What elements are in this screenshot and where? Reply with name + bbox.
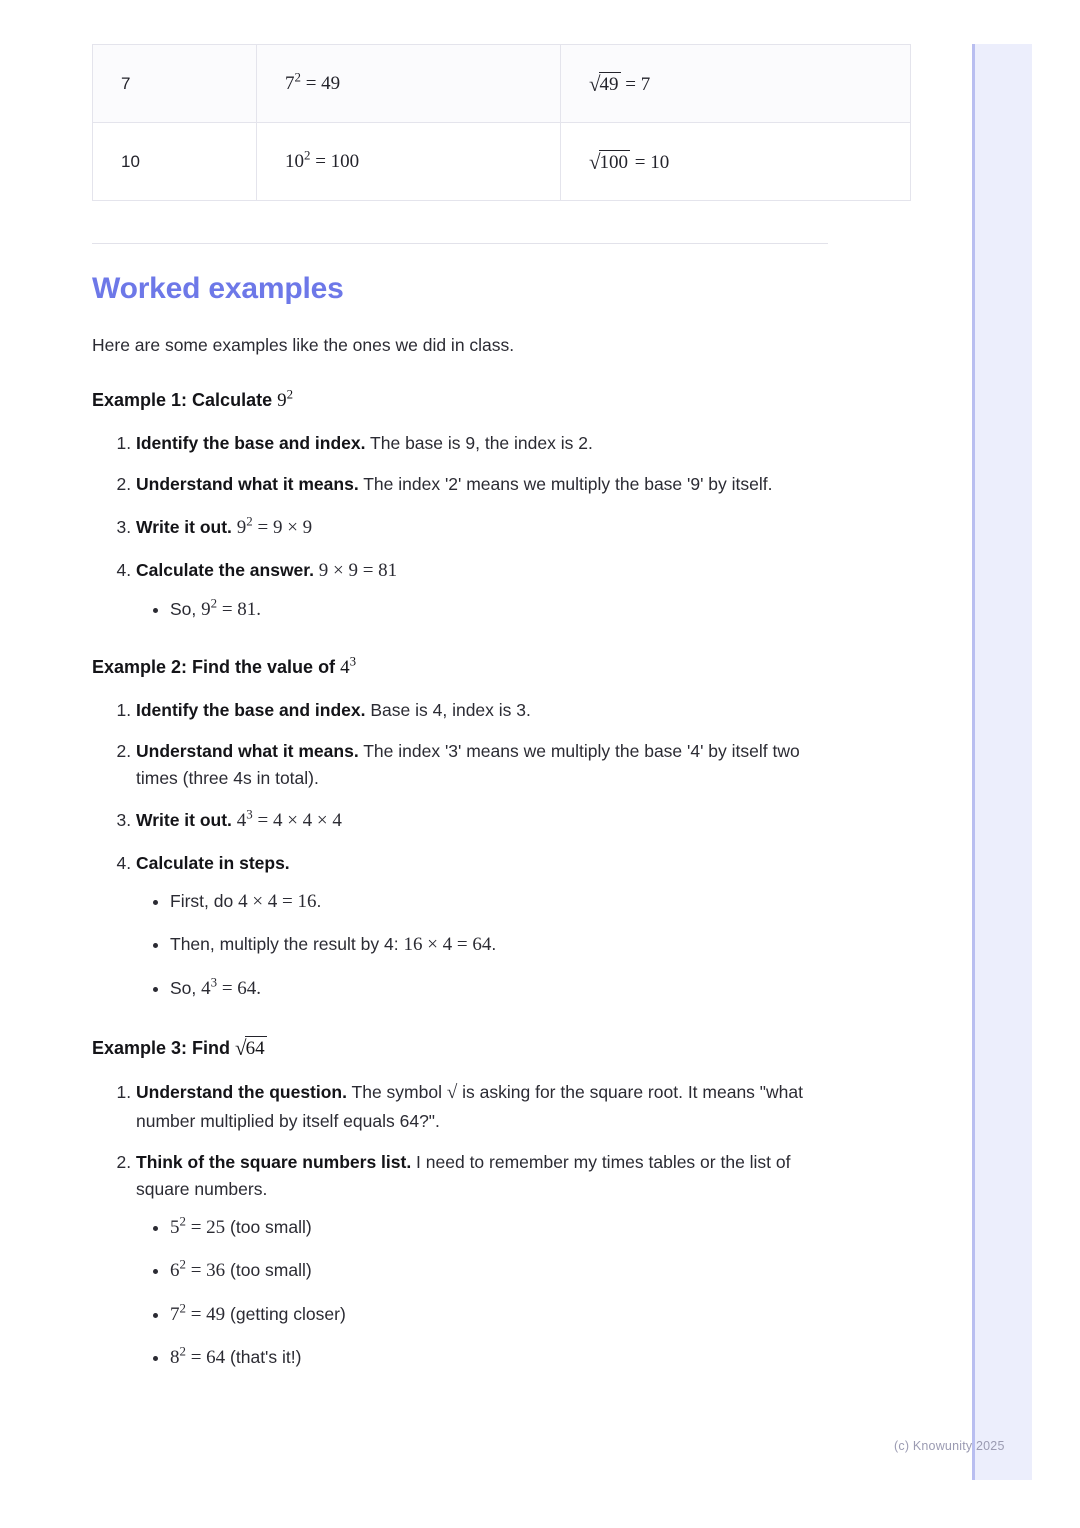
- list-item: • First, do 4 × 4 = 16.: [170, 887, 828, 916]
- math-expression: [235, 1038, 267, 1059]
- cell-number: 7: [93, 45, 257, 123]
- example-2-substeps: [136, 887, 828, 1003]
- math-expression: $4^3 = 64$.: [201, 974, 262, 999]
- list-item: • $5^2 = 25$ (too small): [170, 1213, 828, 1242]
- example-2-heading: Example 2: Find the value of $4^3$: [92, 653, 357, 678]
- math-expression: 9 × 9 = 81: [314, 559, 398, 581]
- list-item: 1. Identify the base and index. The base is 9, the index is 2.: [136, 430, 828, 457]
- math-expression: $9^2$: [277, 386, 294, 412]
- list-item: 4. Calculate the answer. 9 × 9 = 81 • So, $9^2 = 81$.: [136, 556, 828, 625]
- cell-number: 10: [93, 123, 257, 201]
- math-expression: $9^2 = 9 \times 9$: [236, 513, 313, 538]
- math-expression: 4 × 4 = 16: [238, 890, 317, 912]
- example-3-substeps: [136, 1213, 828, 1373]
- math-expression: $4^3 = 4 \times 4 \times 4$: [236, 806, 342, 832]
- list-item: 1. Understand the question. The symbol √ is asking for the square root. It means "what number multiplied by itself equals 64?".: [136, 1078, 828, 1135]
- list-item: 3. Write it out. $9^2 = 9 \times 9$: [136, 513, 828, 542]
- math-expression: $10^2 = 100$: [285, 147, 360, 172]
- page-side-band-edge: [972, 44, 975, 1480]
- radical-sign: √: [235, 1036, 247, 1061]
- radical: √49: [589, 72, 619, 96]
- math-expression: 16 × 4 = 64: [403, 934, 492, 956]
- section-divider: [92, 243, 828, 244]
- square-numbers-table: [92, 44, 911, 201]
- document-content: [92, 44, 828, 1387]
- list-item: 2. Think of the square numbers list. I need to remember my times tables or the list of square numbers. • $5^2 = 25$ (too small) • $6^2 = 36$ (too small) • $7^2 = 49$ (getting closer) • $8^2 = 64$ (that's it!): [136, 1149, 828, 1373]
- list-item: • $6^2 = 36$ (too small): [170, 1256, 828, 1285]
- list-item: 3. Write it out. $4^3 = 4 \times 4 \times 4$: [136, 806, 828, 835]
- example-2-steps: [92, 697, 828, 1003]
- page-side-band: [972, 44, 1032, 1480]
- example-1-substeps: [136, 595, 828, 624]
- radical-sign: √: [589, 150, 601, 174]
- math-expression: $8^2 = 64$: [170, 1343, 226, 1369]
- list-item: • $7^2 = 49$ (getting closer): [170, 1300, 828, 1329]
- radical: √64: [235, 1036, 265, 1061]
- list-item: 2. Understand what it means. The index '2' means we multiply the base '9' by itself.: [136, 471, 828, 498]
- cell-square: [257, 123, 561, 201]
- math-expression: √49 = 7: [589, 72, 651, 96]
- list-item: 1. Identify the base and index. Base is 4, index is 3.: [136, 697, 828, 724]
- math-expression: $6^2 = 36$: [170, 1256, 226, 1282]
- list-item: 2. Understand what it means. The index '3' means we multiply the base '4' by itself two times (three 4s in total).: [136, 738, 828, 792]
- list-item: • Then, multiply the result by 4: 16 × 4 = 64.: [170, 930, 828, 959]
- page-title: Worked examples: [92, 272, 344, 305]
- example-3-heading: Example 3: Find √64: [92, 1036, 265, 1061]
- table-row: [93, 45, 911, 123]
- copyright-notice: (c) Knowunity 2025: [894, 1439, 1005, 1453]
- section-intro: Here are some examples like the ones we did in class.: [92, 335, 515, 355]
- example-1-steps: [92, 430, 828, 625]
- table-row: [93, 123, 911, 201]
- math-expression: √100 = 10: [589, 150, 670, 174]
- radical: √100: [589, 150, 629, 174]
- cell-root: [561, 45, 911, 123]
- radical-sign: √: [589, 72, 601, 96]
- example-1-heading: Example 1: Calculate $9^2$: [92, 386, 294, 412]
- list-item: • $8^2 = 64$ (that's it!): [170, 1343, 828, 1372]
- math-expression: $9^2 = 81$.: [201, 596, 262, 621]
- math-expression: $7^2 = 49$: [285, 69, 341, 94]
- list-item: 4. Calculate in steps. • First, do 4 × 4 = 16. • Then, multiply the result by 4: 16 × 4 = 64. • So, $4^3 = 64$.: [136, 850, 828, 1003]
- example-3-steps: [92, 1078, 828, 1373]
- radical-sign-icon: √: [446, 1082, 458, 1104]
- list-item: • So, $9^2 = 81$.: [170, 595, 828, 624]
- math-expression: $7^2 = 49$: [170, 1300, 226, 1325]
- cell-root: [561, 123, 911, 201]
- list-item: • So, $4^3 = 64$.: [170, 974, 828, 1003]
- math-expression: $5^2 = 25$: [170, 1213, 226, 1238]
- math-expression: $4^3$: [340, 653, 357, 678]
- cell-square: [257, 45, 561, 123]
